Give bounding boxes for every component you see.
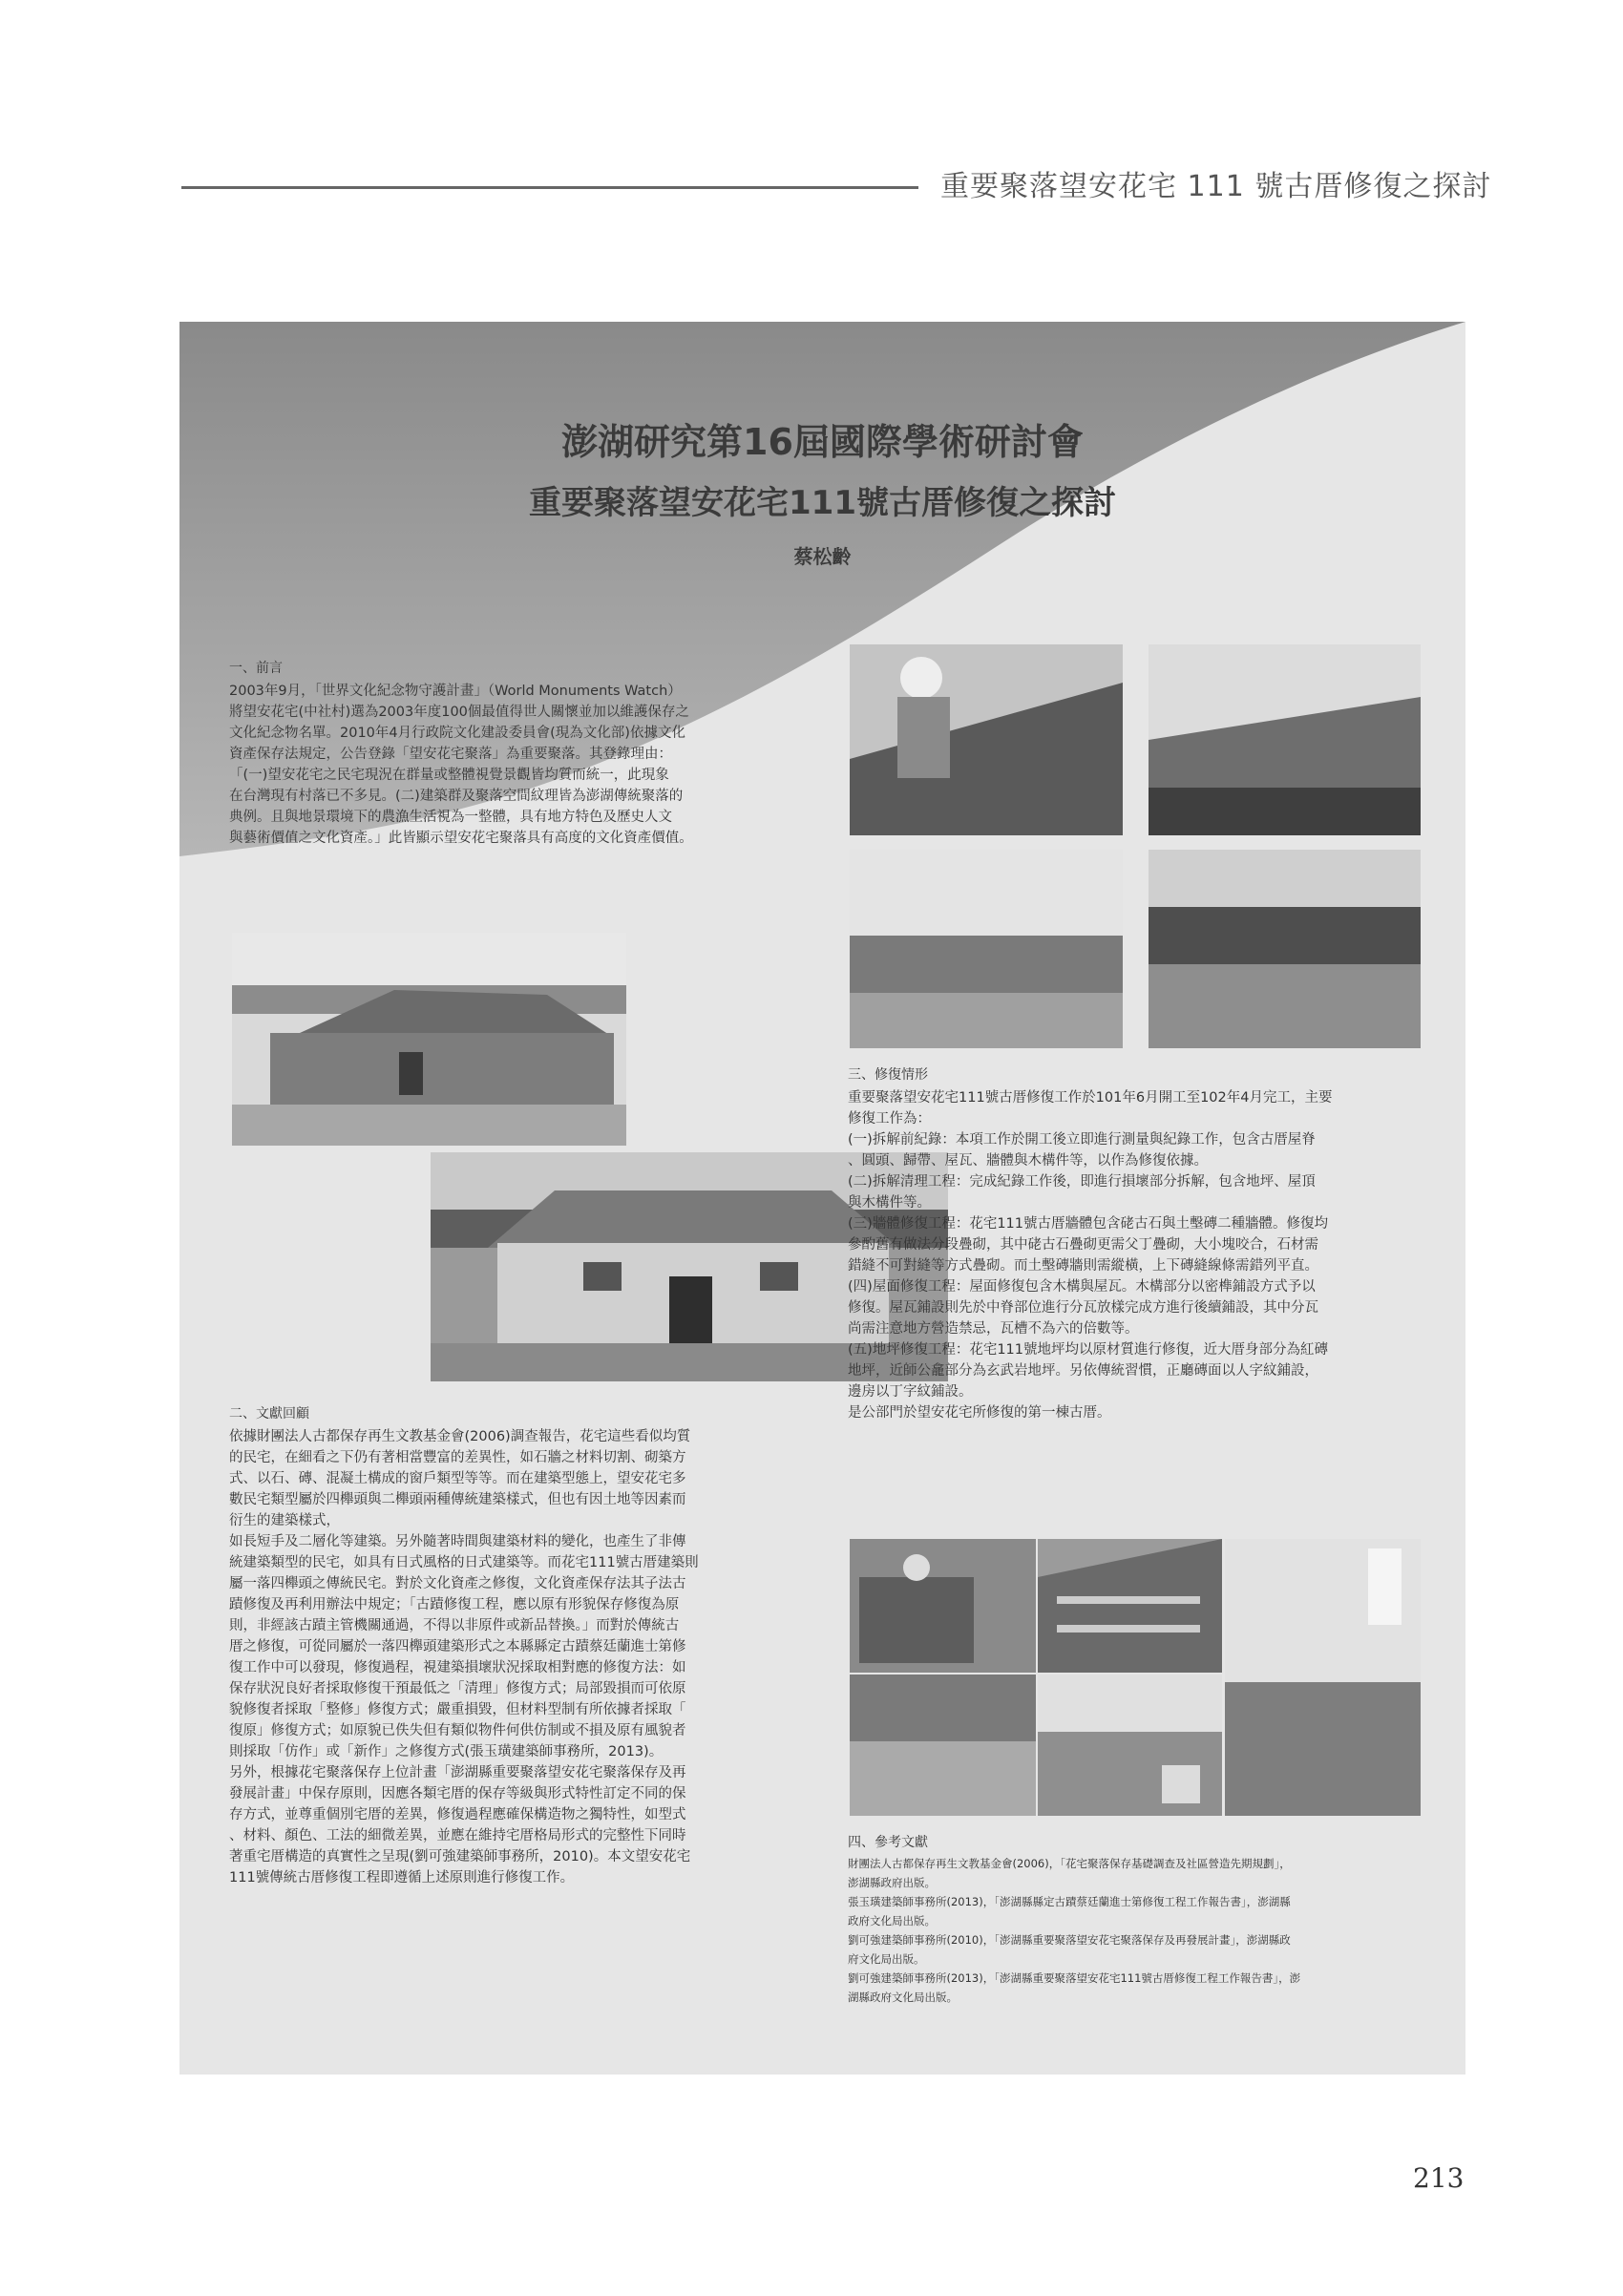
section-literature-review: [229, 1403, 802, 1888]
paragraph-line: (二)拆解清理工程：完成紀錄工作後，即進行損壞部分拆解，包含地坪、屋頂: [848, 1174, 1316, 1190]
header-rule: [181, 186, 918, 189]
paragraph-line: 復原」修復方式；如原貌已佚失但有類似物件何供仿制或不損及原有風貌者: [229, 1723, 686, 1738]
paragraph-line: 則，非經該古蹟主管機關通過，不得以非原件或新品替換。」而對於傳統古: [229, 1618, 680, 1633]
paragraph-line: 數民宅類型屬於四櫸頭與二櫸頭兩種傳統建築樣式，但也有因土地等因素而: [229, 1492, 686, 1507]
poster-title: 澎湖研究第16屆國際學術研討會: [561, 421, 1084, 463]
photo-tiled-floor: [1225, 1539, 1421, 1816]
paragraph-line: 如長短手及二層化等建築。另外隨著時間與建築材料的變化，也產生了非傳: [229, 1534, 686, 1549]
paragraph-line: 存方式，並尊重個別宅厝的差異，修復過程應確保構造物之獨特性，如型式: [229, 1807, 686, 1822]
paragraph-line: (三)牆體修復工程：花宅111號古厝牆體包含硓古石與土墼磚二種牆體。修復均: [848, 1216, 1328, 1232]
paragraph-line: (四)屋面修復工程：屋面修復包含木構與屋瓦。木構部分以密榫鋪設方式予以: [848, 1279, 1316, 1295]
running-title: 重要聚落望安花宅 111 號古厝修復之探討: [940, 170, 1492, 203]
paragraph-line: 典例。且與地景環境下的農漁生活視為一整體，具有地方特色及歷史人文: [229, 810, 672, 825]
paragraph-line: 著重宅厝構造的真實性之呈現(劉可強建築師事務所，2010)。本文望安花宅: [229, 1849, 691, 1864]
photo-worker-roof: [850, 644, 1123, 835]
section-heading: 四、參考文獻: [848, 1835, 928, 1850]
photo-wall-construction: [850, 850, 1123, 1048]
paragraph-line: 保存狀況良好者採取修復干預最低之「清理」修復方式；局部毀損而可依原: [229, 1681, 686, 1696]
reference-line: 湖縣政府文化局出版。: [848, 1991, 958, 2004]
paragraph-line: (五)地坪修復工程：花宅111號地坪均以原材質進行修復，近大厝身部分為紅磚: [848, 1342, 1328, 1358]
section-references: [848, 1833, 1459, 2007]
paragraph-line: 2003年9月，「世界文化紀念物守護計畫」（World Monuments Watch）: [229, 684, 682, 699]
photo-ruined-house: [232, 933, 626, 1146]
paragraph-line: 、材料、顏色、工法的細微差異，並應在維持宅厝格局形式的完整性下同時: [229, 1828, 686, 1843]
paragraph-line: (一)拆解前紀錄：本項工作於開工後立即進行測量與紀錄工作，包含古厝屋脊: [848, 1132, 1316, 1148]
reference-line: 澎湖縣政府出版。: [848, 1876, 936, 1889]
reference-line: 劉可強建築師事務所(2013)，「澎湖縣重要聚落望安花宅111號古厝修復工程工作報告書」，澎: [848, 1971, 1301, 1985]
reference-line: 財團法人古都保存再生文教基金會(2006)，「花宅聚落保存基礎調查及社區營造先期規劃」，: [848, 1857, 1291, 1870]
paragraph-line: 是公部門於望安花宅所修復的第一棟古厝。: [848, 1405, 1111, 1421]
page-number: 213: [1413, 2162, 1465, 2194]
photo-stone-masonry: [1149, 850, 1421, 1048]
section-restoration: [848, 1064, 1459, 1423]
reference-line: 政府文化局出版。: [848, 1914, 936, 1927]
photo-window-repair: [850, 1539, 1036, 1673]
paragraph-line: 統建築類型的民宅，如具有日式風格的日式建築等。而花宅111號古厝建築則: [229, 1555, 699, 1570]
photo-collapsed-roof: [1149, 644, 1421, 835]
paragraph-line: 將望安花宅(中社村)選為2003年度100個最值得世人關懷並加以維護保存之: [229, 705, 689, 720]
photo-floor-tiling: [1038, 1675, 1222, 1816]
paragraph-line: 的民宅，在細看之下仍有著相當豐富的差異性，如石牆之材料切割、砌築方: [229, 1450, 686, 1465]
paragraph-line: 依據財團法人古都保存再生文教基金會(2006)調查報告，花宅這些看似均質: [229, 1429, 691, 1444]
paragraph-line: 復工作中可以發現，修復過程，視建築損壞狀況採取相對應的修復方法：如: [229, 1660, 686, 1675]
paragraph-line: 尚需注意地方營造禁忌，瓦槽不為六的倍數等。: [848, 1321, 1139, 1337]
paragraph-line: 資產保存法規定，公告登錄「望安花宅聚落」為重要聚落。其登錄理由：: [229, 747, 672, 762]
paragraph-line: 文化紀念物名單。2010年4月行政院文化建設委員會(現為文化部)依據文化: [229, 726, 685, 741]
paragraph-line: 發展計畫」中保存原則，因應各類宅厝的保存等級與形式特性訂定不同的保: [229, 1786, 686, 1801]
paragraph-line: 重要聚落望安花宅111號古厝修復工作於101年6月開工至102年4月完工，主要: [848, 1090, 1333, 1106]
paragraph-line: 、圓頭、歸帶、屋瓦、牆體與木構件等，以作為修復依據。: [848, 1153, 1208, 1169]
paragraph-line: 式、以石、磚、混凝土構成的窗戶類型等等。而在建築型態上，望安花宅多: [229, 1471, 686, 1486]
section-heading: 二、文獻回顧: [229, 1406, 309, 1422]
paragraph-line: 地坪，近師公龕部分為玄武岩地坪。另依傳統習慣，正廳磚面以人字紋鋪設，: [848, 1363, 1318, 1379]
paragraph-line: 厝之修復，可從同屬於一落四櫸頭建築形式之本縣縣定古蹟蔡廷蘭進士第修: [229, 1639, 686, 1654]
paragraph-line: 貌修復者採取「整修」修復方式；嚴重損毀，但材料型制有所依據者採取「: [229, 1702, 686, 1717]
paragraph-line: 「(一)望安花宅之民宅現況在群量或整體視覺景觀皆均質而統一，此現象: [229, 768, 669, 783]
paragraph-line: 修復工作為：: [848, 1111, 931, 1127]
paragraph-line: 與木構件等。: [848, 1195, 931, 1211]
paragraph-line: 修復。屋瓦鋪設則先於中脊部位進行分瓦放樣完成方進行後續鋪設，其中分瓦: [848, 1300, 1318, 1316]
author: 蔡松齡: [793, 545, 852, 568]
paragraph-line: 屬一落四櫸頭之傳統民宅。對於文化資產之修復，文化資產保存法其子法古: [229, 1576, 686, 1591]
paragraph-line: 邊房以丁字紋鋪設。: [848, 1384, 973, 1400]
paragraph-line: 另外，根據花宅聚落保存上位計畫「澎湖縣重要聚落望安花宅聚落保存及再: [229, 1765, 686, 1780]
paragraph-line: 參酌舊有做法分段疊砌，其中硓古石疊砌更需父丁疊砌，大小塊咬合，石材需: [848, 1237, 1318, 1253]
reference-line: 劉可強建築師事務所(2010)，「澎湖縣重要聚落望安花宅聚落保存及再發展計畫」，澎湖縣政: [848, 1933, 1291, 1947]
poster: [179, 322, 1465, 2075]
paragraph-line: 111號傳統古厝修復工程即遵循上述原則進行修復工作。: [229, 1870, 575, 1885]
paragraph-line: 在台灣現有村落已不多見。(二)建築群及聚落空間紋理皆為澎湖傳統聚落的: [229, 789, 684, 804]
paragraph-line: 錯縫不可對縫等方式疊砌。而土墼磚牆則需縱橫，上下磚縫線條需錯列平直。: [848, 1258, 1318, 1274]
section-heading: 三、修復情形: [848, 1067, 928, 1083]
photo-roof-beams: [1038, 1539, 1222, 1673]
poster-subtitle: 重要聚落望安花宅111號古厝修復之探討: [529, 484, 1116, 522]
paragraph-line: 與藝術價值之文化資產。」此皆顯示望安花宅聚落具有高度的文化資產價值。: [229, 831, 693, 846]
reference-line: 張玉璜建築師事務所(2013)，「澎湖縣縣定古蹟蔡廷蘭進士第修復工程工作報告書」，澎湖縣: [848, 1895, 1291, 1908]
paragraph-line: 蹟修復及再利用辦法中規定；「古蹟修復工程，應以原有形貌保存修復為原: [229, 1597, 680, 1612]
section-heading: 一、前言: [229, 661, 283, 676]
reference-line: 府文化局出版。: [848, 1952, 925, 1966]
paragraph-line: 衍生的建築樣式，: [229, 1513, 340, 1528]
photo-courtyard-paving: [850, 1675, 1036, 1816]
section-introduction: [229, 658, 802, 849]
paragraph-line: 則採取「仿作」或「新作」之修復方式(張玉璜建築師事務所，2013)。: [229, 1744, 664, 1759]
